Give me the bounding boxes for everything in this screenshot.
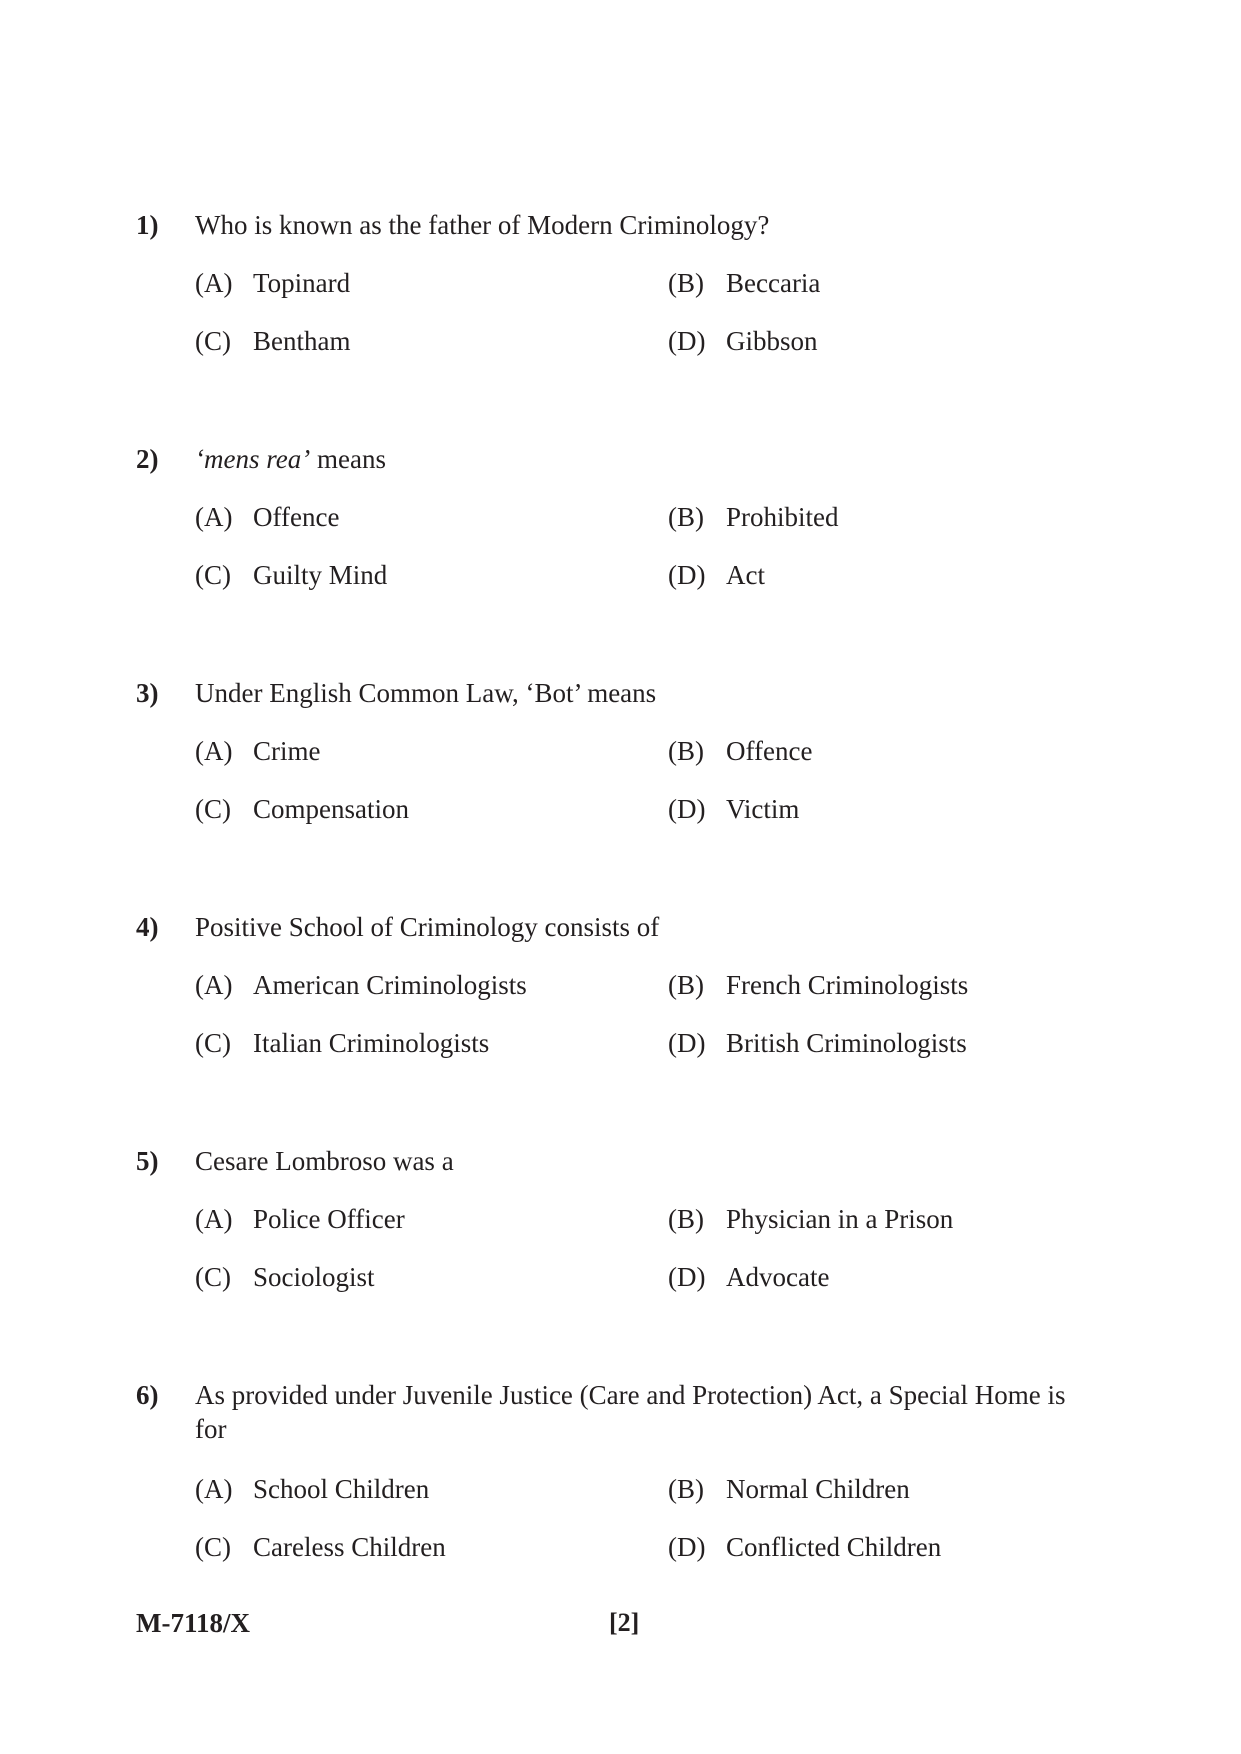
- option-text: American Criminologists: [253, 970, 527, 1000]
- question-text-rest: means: [310, 444, 386, 474]
- paper-code: M-7118/X: [136, 1608, 250, 1638]
- option-text: Physician in a Prison: [726, 1204, 954, 1234]
- option-d: [668, 1530, 941, 1564]
- option-text: Topinard: [253, 268, 351, 298]
- option-letter: (B): [668, 736, 704, 766]
- option-text: British Criminologists: [726, 1028, 967, 1058]
- option-b: [668, 500, 839, 534]
- option-letter: (C): [195, 794, 231, 824]
- option-b: [668, 1202, 953, 1236]
- option-text: Police Officer: [253, 1204, 405, 1234]
- option-text: Italian Criminologists: [253, 1028, 490, 1058]
- question-text: As provided under Juvenile Justice (Care and Protection) Act, a Special Home is for: [195, 1380, 1066, 1444]
- option-d: [668, 1026, 967, 1060]
- option-c: [195, 1530, 446, 1564]
- option-b: [668, 968, 968, 1002]
- option-text: Conflicted Children: [726, 1532, 942, 1562]
- option-a: [195, 266, 350, 300]
- option-letter: (A): [195, 268, 233, 298]
- option-text: Compensation: [253, 794, 409, 824]
- question-text: Cesare Lombroso was a: [195, 1146, 454, 1176]
- option-a: [195, 734, 321, 768]
- question-number: 5): [136, 1146, 159, 1176]
- option-letter: (D): [668, 1262, 706, 1292]
- option-c: [195, 324, 350, 358]
- option-letter: (C): [195, 560, 231, 590]
- option-letter: (B): [668, 268, 704, 298]
- option-letter: (A): [195, 1204, 233, 1234]
- option-text: Beccaria: [726, 268, 821, 298]
- option-d: [668, 558, 765, 592]
- option-letter: (A): [195, 970, 233, 1000]
- option-letter: (D): [668, 560, 706, 590]
- option-letter: (A): [195, 1474, 233, 1504]
- option-text: Offence: [726, 736, 813, 766]
- option-text: Crime: [253, 736, 321, 766]
- option-letter: (B): [668, 1474, 704, 1504]
- option-c: [195, 558, 387, 592]
- option-letter: (D): [668, 794, 706, 824]
- question-text-italic: ‘mens rea’: [195, 444, 311, 474]
- option-letter: (D): [668, 1532, 706, 1562]
- option-d: [668, 324, 818, 358]
- option-d: [668, 792, 799, 826]
- page-number: [2]: [609, 1608, 640, 1637]
- option-letter: (B): [668, 970, 704, 1000]
- option-text: Normal Children: [726, 1474, 910, 1504]
- option-b: [668, 1472, 910, 1506]
- option-letter: (A): [195, 736, 233, 766]
- option-text: French Criminologists: [726, 970, 969, 1000]
- option-c: [195, 1260, 375, 1294]
- option-d: [668, 1260, 829, 1294]
- option-a: [195, 1202, 405, 1236]
- question-number: 1): [136, 210, 159, 240]
- option-letter: (C): [195, 1262, 231, 1292]
- option-a: [195, 1472, 429, 1506]
- option-letter: (C): [195, 1028, 231, 1058]
- option-b: [668, 734, 812, 768]
- option-text: Advocate: [726, 1262, 830, 1292]
- option-letter: (C): [195, 326, 231, 356]
- question-text: Positive School of Criminology consists of: [195, 912, 660, 942]
- question-text: Under English Common Law, ‘Bot’ means: [195, 678, 657, 708]
- option-text: Guilty Mind: [253, 560, 388, 590]
- option-letter: (D): [668, 1028, 706, 1058]
- option-letter: (B): [668, 1204, 704, 1234]
- option-text: Victim: [726, 794, 800, 824]
- option-a: [195, 968, 527, 1002]
- option-text: Careless Children: [253, 1532, 446, 1562]
- option-letter: (D): [668, 326, 706, 356]
- option-text: Gibbson: [726, 326, 818, 356]
- option-text: Act: [726, 560, 765, 590]
- option-text: Bentham: [253, 326, 351, 356]
- option-letter: (A): [195, 502, 233, 532]
- option-c: [195, 1026, 489, 1060]
- question-text: Who is known as the father of Modern Criminology?: [195, 210, 770, 240]
- option-text: School Children: [253, 1474, 430, 1504]
- option-text: Prohibited: [726, 502, 839, 532]
- option-text: Offence: [253, 502, 340, 532]
- question-number: 4): [136, 912, 159, 942]
- option-letter: (B): [668, 502, 704, 532]
- option-text: Sociologist: [253, 1262, 375, 1292]
- option-c: [195, 792, 409, 826]
- option-b: [668, 266, 820, 300]
- option-letter: (C): [195, 1532, 231, 1562]
- option-a: [195, 500, 339, 534]
- question-text: [195, 442, 1095, 476]
- question-number: 6): [136, 1380, 159, 1410]
- question-number: 2): [136, 444, 159, 474]
- question-number: 3): [136, 678, 159, 708]
